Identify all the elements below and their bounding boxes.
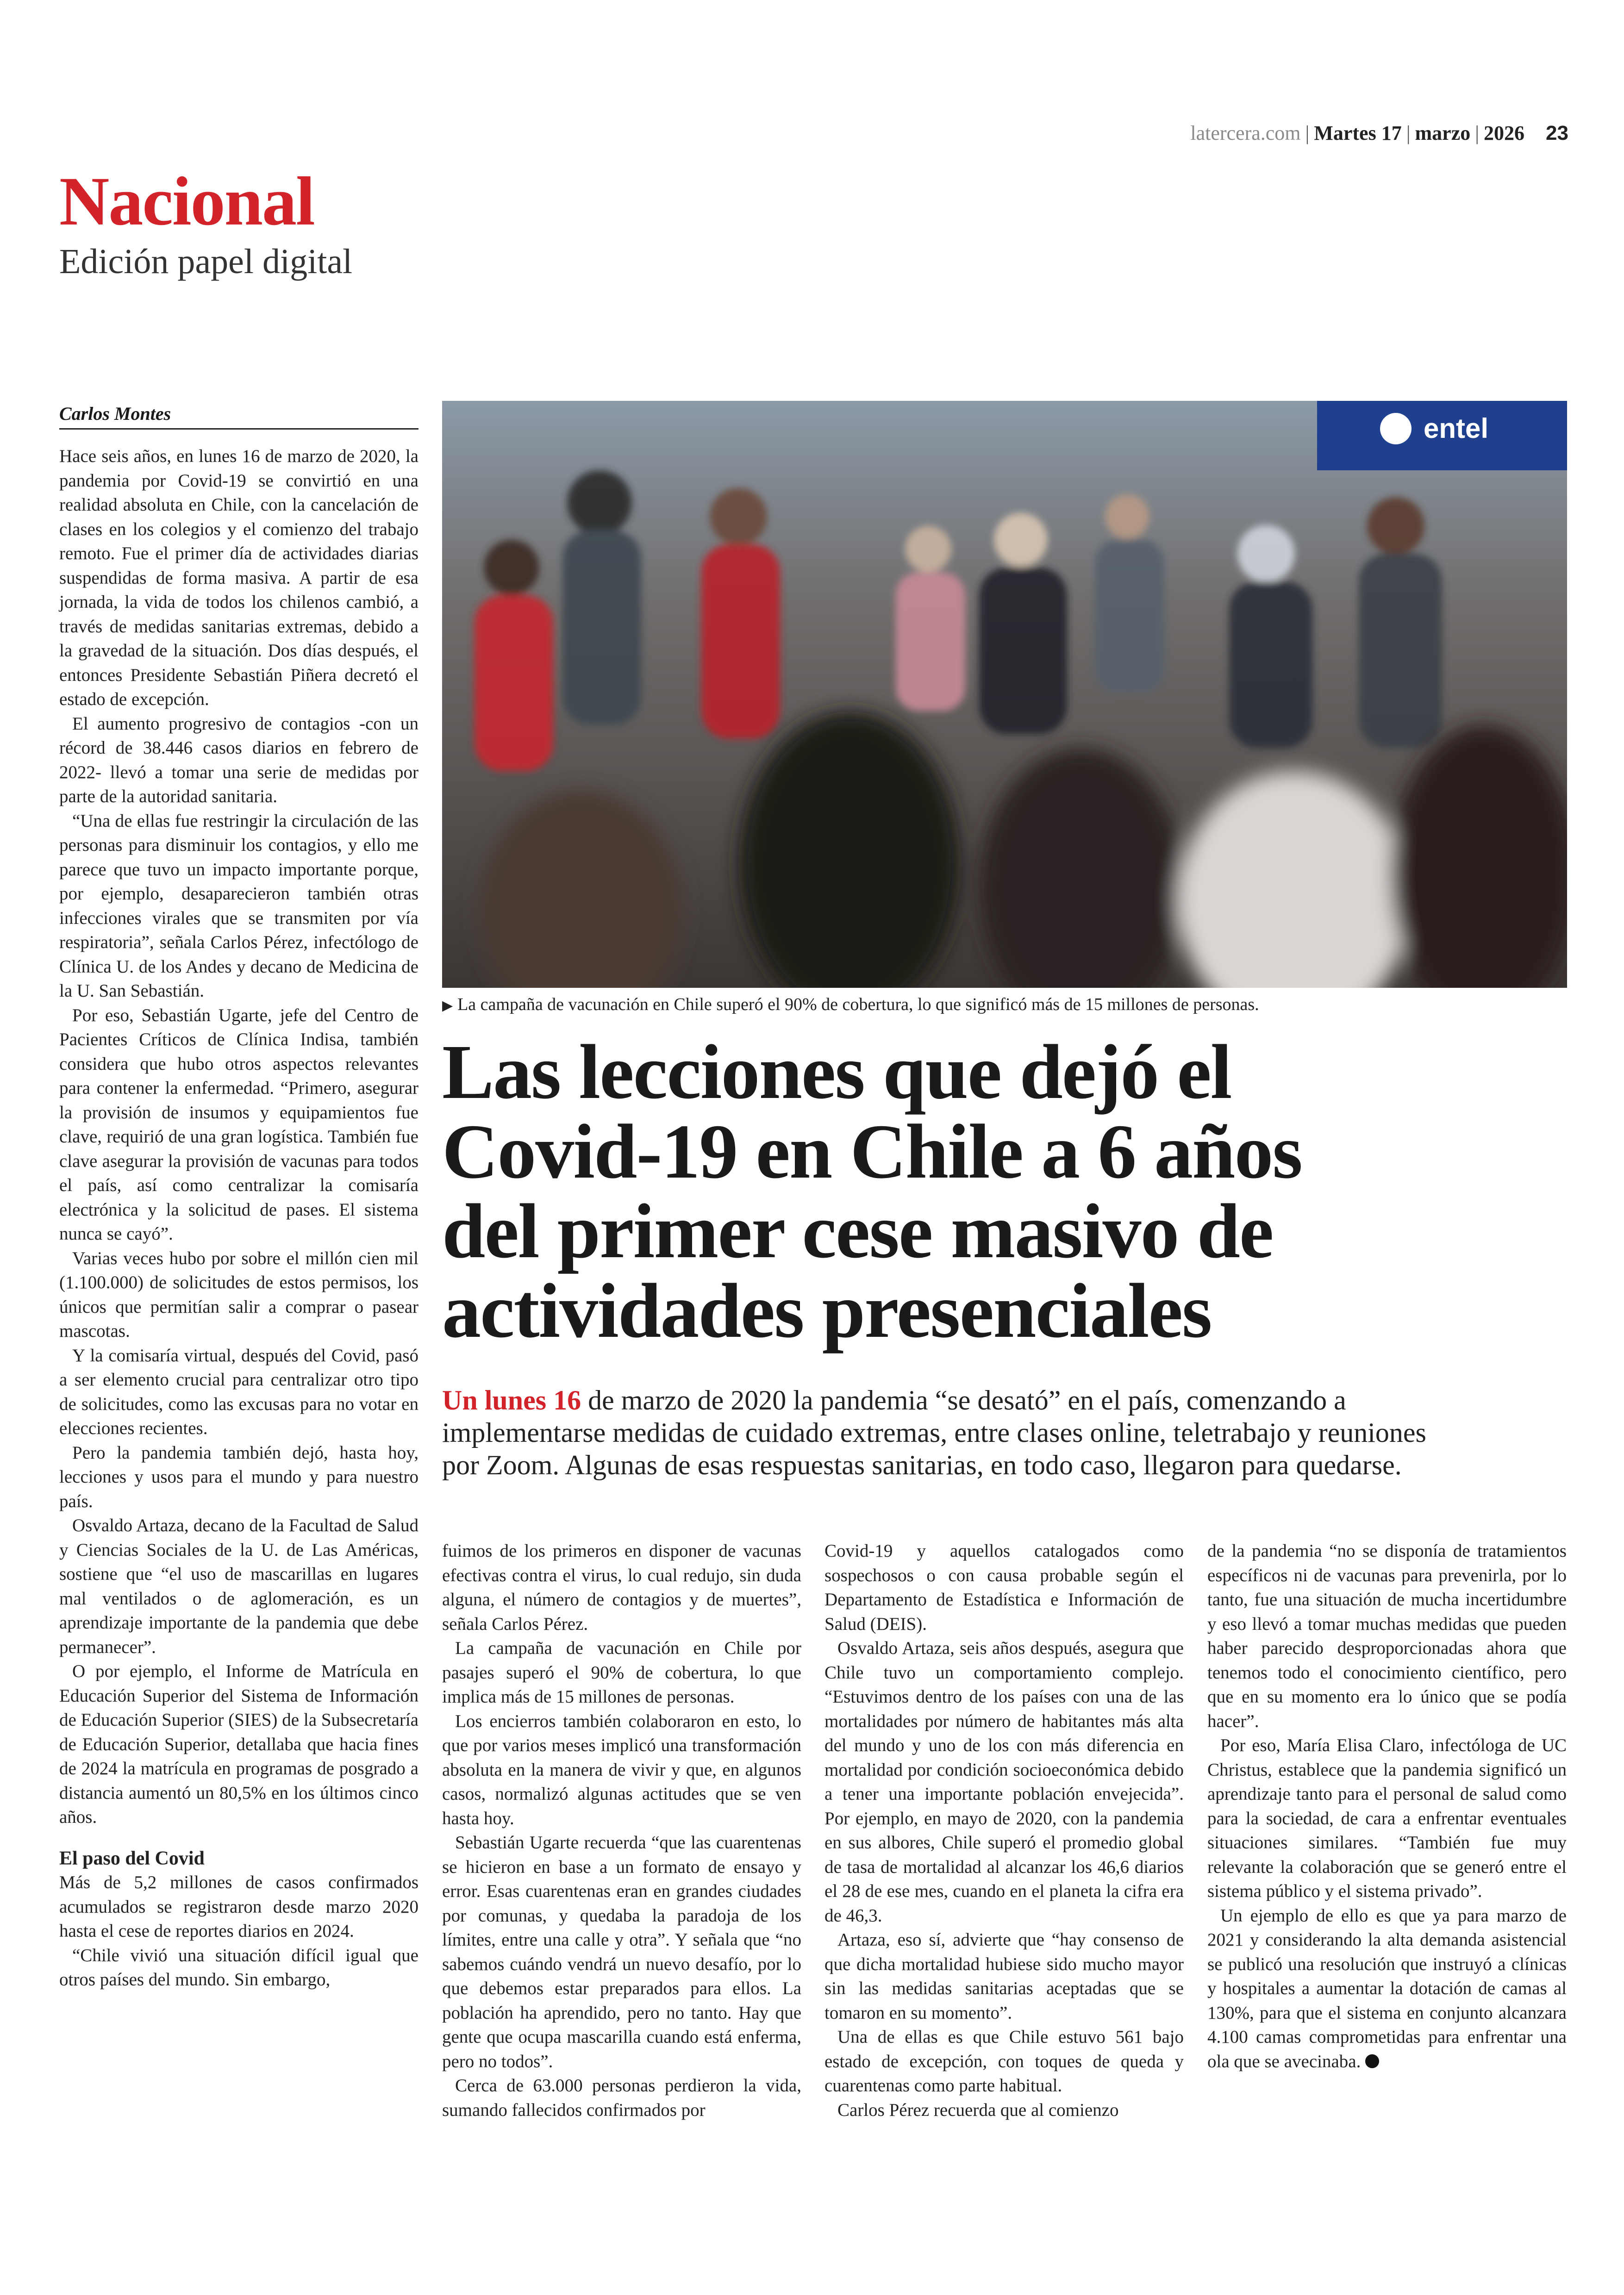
column-4 [1207, 1539, 1567, 2074]
paragraph: “Una de ellas fue restringir la circulación de las personas para disminuir los contagios, y ello me parece que tuvo un impacto importante porque, por ejemplo, desaparecieron también otras infecciones virales que se transmiten por vía respiratoria”, señala Carlos Pérez, infectólogo de Clínica U. de los Andes y decano de Medicina de la U. San Sebastián. [59, 811, 418, 1001]
page-number: 23 [1546, 122, 1568, 144]
paragraph: fuimos de los primeros en disponer de vacunas efectivas contra el virus, lo cual redujo, sin duda alguna, el número de contagios y de muertes”, señala Carlos Pérez. [442, 1541, 801, 1634]
lead-text: de marzo de 2020 la pandemia “se desató” en el país, comenzando a [581, 1385, 1346, 1416]
paragraph: Covid-19 y aquellos catalogados como sospechosos o con causa probable según el Departamento de Estadística e Información de Salud (DEIS). [824, 1541, 1184, 1634]
headline [442, 1029, 1567, 1354]
paragraph: de la pandemia “no se disponía de tratamientos específicos ni de vacunas para prevenirla, por lo tanto, fue una situación de mucha incertidumbre y eso llevó a tomar muchas medidas que pueden haber parecido desproporcionadas ahora que tenemos todo el conocimiento científico, pero que en su momento era lo único que se podía hacer”. [1207, 1541, 1567, 1731]
paragraph: Más de 5,2 millones de casos confirmados acumulados se registraron desde marzo 2020 hasta el cese de reportes diarios en 2024. [59, 1872, 418, 1941]
column-2 [442, 1539, 801, 2122]
paragraph: Varias veces hubo por sobre el millón cien mil (1.100.000) de solicitudes de estos permisos, los únicos que permitían salir a comprar o pasear mascotas. [59, 1248, 418, 1341]
paragraph: La campaña de vacunación en Chile por pasajes superó el 90% de cobertura, lo que implica más de 15 millones de personas. [442, 1638, 801, 1707]
issue-month: marzo [1415, 122, 1471, 144]
site-name[interactable]: latercera.com [1190, 122, 1301, 144]
section-title: Nacional [59, 163, 314, 240]
lead-paragraph [442, 1384, 1567, 1481]
paragraph: “Chile vivió una situación difícil igual que otros países del mundo. Sin embargo, [59, 1945, 418, 1989]
column-3 [824, 1539, 1184, 2122]
paragraph [1207, 1904, 1567, 2074]
paragraph: O por ejemplo, el Informe de Matrícula en Educación Superior del Sistema de Información de Educación Superior (SIES) de la Subsecretaría de Educación Superior, detallaba que hacia fines de 2024 la matrícula en programas de posgrado a distancia aumentó un 80,5% en los últimos cinco años. [59, 1661, 418, 1827]
headline-line: Covid-19 en Chile a 6 años [442, 1109, 1302, 1195]
issue-day: Martes 17 [1314, 122, 1402, 144]
paragraph: Cerca de 63.000 personas perdieron la vida, sumando fallecidos confirmados por [442, 2076, 801, 2120]
paragraph: Por eso, Sebastián Ugarte, jefe del Centro de Pacientes Críticos de Clínica Indisa, también considera que hubo otros aspectos relevantes para contener la enfermedad. “Primero, asegurar la provisión de insumos y equipamientos fue clave, requirió de una gran logística. También fue clave asegurar la provisión de vacunas para todos el país, así como centralizar la comisaría electrónica y la solicitud de pases. El sistema nunca se cayó”. [59, 1005, 418, 1244]
paragraph: Sebastián Ugarte recuerda “que las cuarentenas se hicieron en base a un formato de ensayo y error. Esas cuarentenas eran en grandes ciudades por comunas, y quedaba la paradoja de los límites, entre una calle y otra”. Y señala que “no sabemos cuándo vendrá un nuevo desafío, por lo que debemos estar preparados para ellos. La población ha aprendido, pero no tanto. Hay que gente que ocupa mascarilla cuando está enferma, pero no todos”. [442, 1833, 801, 2071]
paragraph: Y la comisaría virtual, después del Covid, pasó a ser elemento crucial para centralizar otro tipo de solicitudes, como las excusas para no votar en elecciones recientes. [59, 1345, 418, 1438]
paragraph: Por eso, María Elisa Claro, infectóloga de UC Christus, establece que la pandemia significó un aprendizaje tanto para el personal de salud como para la sociedad, de cara a enfrentar eventuales situaciones similares. “También fue muy relevante la colaboración que se generó entre el sistema público y el sistema privado”. [1207, 1735, 1567, 1901]
photo-caption: ▶ La campaña de vacunación en Chile superó el 90% de cobertura, lo que significó más de 15 millones de personas. [442, 995, 1259, 1014]
headline-line: Las lecciones que dejó el [442, 1029, 1231, 1115]
edition-label: Edición papel digital [59, 242, 353, 281]
photo-sign-text: entel [1424, 413, 1489, 444]
issue-year: 2026 [1484, 122, 1525, 144]
crowd-photo-illustration [442, 401, 1567, 988]
column-1 [59, 444, 418, 1992]
headline-line: del primer cese masivo de [442, 1188, 1273, 1274]
page-header-meta: latercera.com | Martes 17 | marzo | 2026 23 [1190, 122, 1568, 144]
lead-text: implementarse medidas de cuidado extremas, entre clases online, teletrabajo y reuniones [442, 1417, 1426, 1448]
paragraph: Artaza, eso sí, advierte que “hay consenso de que dicha mortalidad hubiese sido mucho mayor sin las medidas sanitarias aceptadas que se tomaron en su momento”. [824, 1930, 1184, 2023]
crowd-photo [442, 401, 1567, 988]
paragraph-text: Un ejemplo de ello es que ya para marzo de 2021 y considerando la alta demanda asistencial se publicó una resolución que instruyó a clínicas y hospitales a aumentar la dotación de camas al 130%, para que el sistema en conjunto alcanzara 4.100 camas comprometidas para enfrentar una ola que se avecinaba. [1207, 1905, 1567, 2071]
paragraph: El aumento progresivo de contagios -con un récord de 38.446 casos diarios en febrero de 2022- llevó a tomar una serie de medidas por parte de la autoridad sanitaria. [59, 713, 418, 806]
headline-line: actividades presenciales [442, 1268, 1212, 1354]
paragraph: Pero la pandemia también dejó, hasta hoy, lecciones y usos para el mundo y para nuestro país. [59, 1442, 418, 1511]
lead-text: por Zoom. Algunas de esas respuestas sanitarias, en todo caso, llegaron para quedarse. [442, 1450, 1402, 1480]
paragraph: Los encierros también colaboraron en esto, lo que por varios meses implicó una transformación absoluta en la manera de vivir y que, en algunos casos, normalizó algunas actitudes que se ven hasta hoy. [442, 1711, 801, 1828]
paragraph: Osvaldo Artaza, seis años después, asegura que Chile tuvo un comportamiento complejo. “Estuvimos dentro de los países con una de las mortalidades por número de habitantes más alta del mundo y uno de los con más diferencia en mortalidad por condición socioeconómica debido a tener una importante población envejecida”. Por ejemplo, en mayo de 2020, con la pandemia en sus albores, Chile superó el promedio global de tasa de mortalidad al alcanzar los 46,6 diarios el 28 de ese mes, cuando en el planeta la cifra era de 46,3. [824, 1638, 1184, 1926]
end-of-article-icon [1365, 2054, 1379, 2068]
subhead: El paso del Covid [59, 1847, 205, 1869]
photo-caption-text: La campaña de vacunación en Chile superó el 90% de cobertura, lo que significó más de 15 millones de personas. [457, 995, 1259, 1014]
paragraph: Osvaldo Artaza, decano de la Facultad de Salud y Ciencias Sociales de la U. de Las Américas, sostiene que “el uso de mascarillas en lugares mal ventilados o de aglomeración, es un aprendizaje importante de la pandemia que debe permanecer”. [59, 1515, 418, 1657]
paragraph: Carlos Pérez recuerda que al comienzo [837, 2100, 1119, 2120]
lead-highlight: Un lunes 16 [442, 1385, 581, 1416]
paragraph: Una de ellas es que Chile estuvo 561 bajo estado de excepción, con toques de queda y cuarentenas como parte habitual. [824, 2027, 1184, 2095]
paragraph: Hace seis años, en lunes 16 de marzo de 2020, la pandemia por Covid-19 se convirtió en una realidad absoluta en Chile, con la cancelación de clases en los colegios y el comienzo del trabajo remoto. Fue el primer día de actividades diarias suspendidas de forma masiva. A partir de esa jornada, la vida de todos los chilenos cambió, a través de medidas sanitarias extremas, debido a la gravedad de la situación. Dos días después, el entonces Presidente Sebastián Piñera decretó el estado de excepción. [59, 446, 418, 709]
byline: Carlos Montes [59, 403, 418, 430]
